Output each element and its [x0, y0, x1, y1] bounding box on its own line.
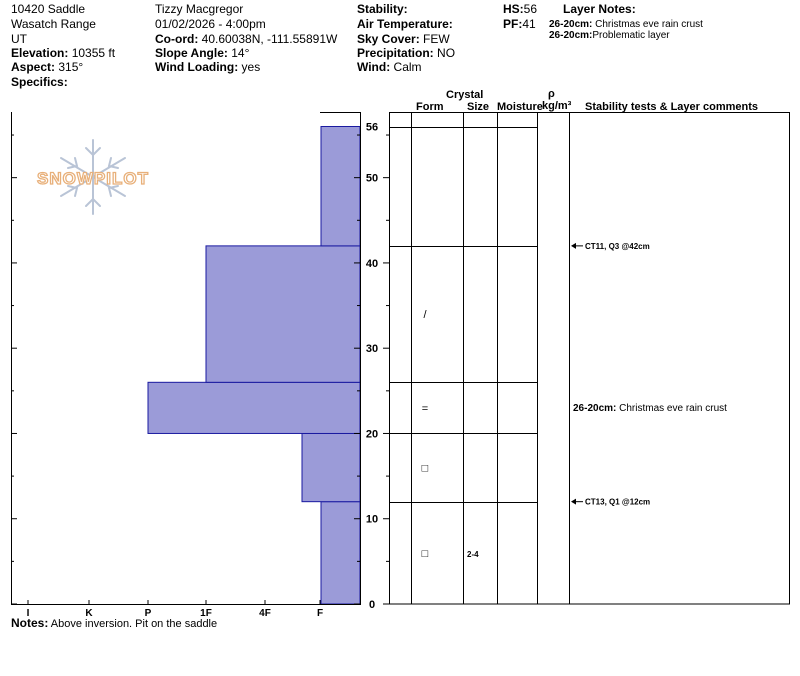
hardness-tick-label: 1F [200, 608, 212, 619]
layer-note-text: Problematic layer [592, 30, 670, 41]
notes [11, 616, 217, 631]
wind-loading-label: Wind Loading: [155, 60, 239, 74]
state: UT [11, 32, 27, 46]
height-tick-label: 56 [365, 121, 379, 134]
test-arrow-icon [571, 243, 576, 249]
height-tick-label: 10 [365, 513, 379, 526]
hardness-tick-label: P [144, 608, 152, 619]
hardness-tick-label: F [316, 608, 324, 619]
hardness-bar [302, 433, 360, 501]
size-header: Size [467, 101, 490, 113]
wind-label: Wind: [357, 60, 391, 74]
layer-note-text: Christmas eve rain crust [592, 19, 703, 30]
density-unit-header: kg/m³ [542, 100, 572, 112]
air-temp-label: Air Temperature: [357, 17, 453, 31]
layer-table [390, 112, 790, 604]
layer-note-depth: 26-20cm: [549, 19, 593, 30]
height-tick-label: 20 [365, 428, 379, 441]
precip-value: NO [433, 46, 456, 60]
observation-datetime: 01/02/2026 - 4:00pm [155, 17, 266, 31]
height-tick-label: 30 [365, 343, 379, 356]
mountain-range: Wasatch Range [11, 17, 96, 31]
hardness-bar [148, 382, 360, 433]
elevation-value: 10355 ft [68, 46, 116, 60]
wind-value: Calm [390, 60, 422, 74]
form-header: Form [416, 101, 444, 113]
slope-value: 14° [227, 46, 250, 60]
hardness-bar [206, 246, 360, 382]
crystal-form: / [423, 309, 427, 322]
elevation-label: Elevation: [11, 46, 69, 60]
coord-value: 40.60038N, -111.55891W [198, 32, 338, 46]
height-tick-label: 0 [368, 599, 376, 611]
sky-label: Sky Cover: [357, 32, 420, 46]
snowpilot-logo-text: SNOWPILOT [37, 169, 149, 188]
crystal-form: □ [421, 547, 429, 560]
pf-value: 41 [522, 17, 536, 31]
stability-comments-header: Stability tests & Layer comments [585, 101, 759, 113]
height-tick-label: 50 [365, 172, 379, 185]
hardness-tick-label: 4F [259, 608, 271, 619]
hs-label: HS: [503, 2, 524, 16]
layer-comment-text: Christmas eve rain crust [616, 402, 727, 414]
notes-text: Above inversion. Pit on the saddle [48, 618, 218, 630]
location-name: 10420 Saddle [11, 2, 86, 16]
stability-test-label: CT13, Q1 @12cm [585, 497, 651, 507]
layer-note-depth: 26-20cm: [549, 30, 593, 41]
aspect-value: 315° [55, 60, 84, 74]
stability-label: Stability: [357, 2, 408, 16]
layer-comment-depth: 26-20cm: [573, 402, 617, 414]
crystal-form: = [421, 402, 429, 415]
test-arrow-icon [571, 499, 576, 505]
specifics-label: Specifics: [11, 75, 68, 89]
coord-label: Co-ord: [155, 32, 199, 46]
crystal-symbols [422, 309, 479, 560]
snowpilot-logo [37, 140, 149, 214]
hardness-tick-label: K [85, 608, 93, 619]
layer-comments [573, 403, 727, 414]
pf-label: PF: [503, 17, 523, 31]
crystal-form: □ [421, 462, 429, 475]
stability-tests [571, 242, 650, 507]
notes-label: Notes: [11, 616, 49, 630]
observer-name: Tizzy Macgregor [155, 2, 244, 16]
precip-label: Precipitation: [357, 46, 434, 60]
wind-loading-value: yes [238, 60, 261, 74]
aspect-label: Aspect: [11, 60, 56, 74]
layer-notes-title: Layer Notes: [563, 2, 636, 16]
density-rho-header: ρ [548, 88, 555, 100]
slope-label: Slope Angle: [155, 46, 228, 60]
hardness-tick-label: I [26, 608, 30, 619]
hs-value: 56 [523, 2, 538, 16]
moisture-header: Moisture [497, 101, 543, 113]
stability-test-label: CT11, Q3 @42cm [585, 241, 650, 251]
sky-value: FEW [419, 32, 450, 46]
hardness-bar [321, 127, 360, 246]
layer-comment [573, 403, 727, 414]
hardness-bars [148, 127, 360, 605]
crystal-header: Crystal [446, 89, 484, 101]
hardness-bar [321, 502, 360, 604]
height-tick-label: 40 [365, 257, 379, 270]
crystal-size: 2-4 [467, 549, 479, 559]
